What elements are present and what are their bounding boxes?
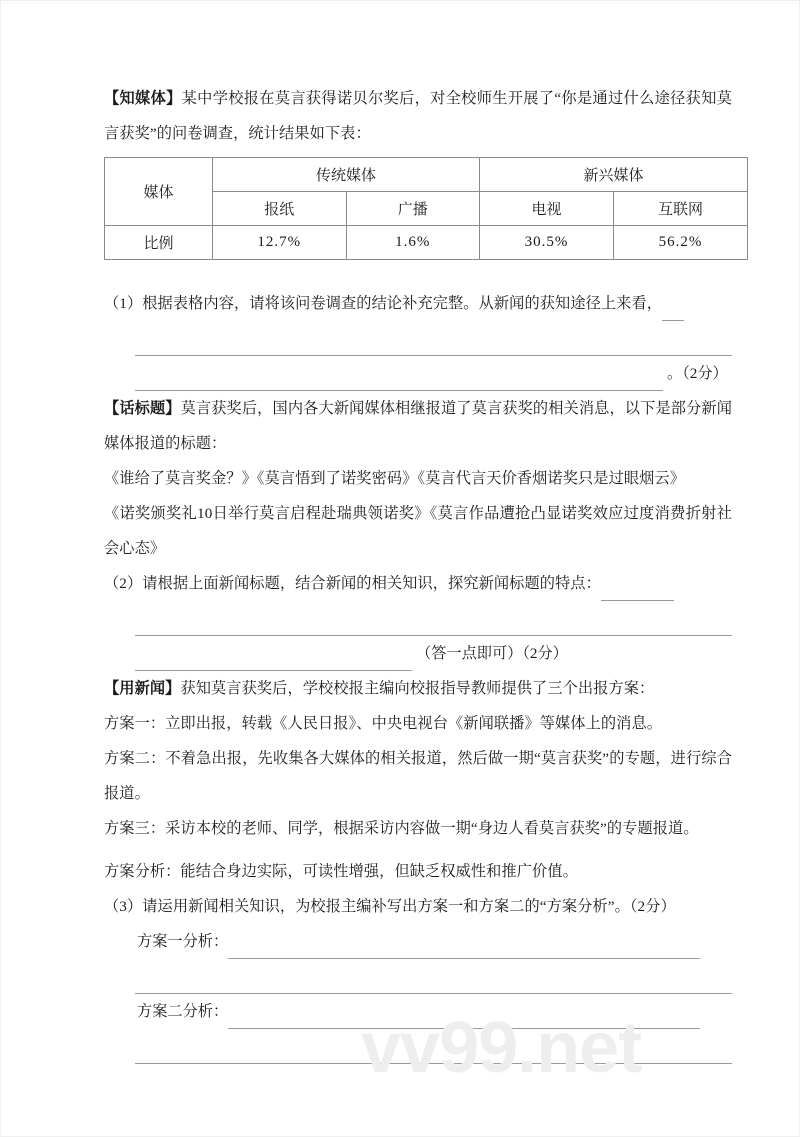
question-1-text <box>104 286 732 321</box>
spacer <box>104 264 732 286</box>
question-1-label: （1）根据表格内容，请将该问卷调查的结论补充完整。从新闻的获知途径上来看， <box>104 295 663 312</box>
section-heading-media: 【知媒体】 <box>104 90 182 107</box>
table-cell-radio-ratio: 1.6% <box>346 226 480 260</box>
answer-line-row <box>104 636 732 671</box>
paragraph-use-intro <box>104 671 732 706</box>
table-header-newspaper: 报纸 <box>213 192 347 226</box>
plan-analysis-text: 方案分析：能结合身边实际，可读性增强，但缺乏权威性和推广价值。 <box>104 863 578 880</box>
table-cell-tv-ratio: 30.5% <box>480 226 614 260</box>
paragraph-media-intro <box>104 81 732 151</box>
table-row <box>105 226 748 260</box>
table-header-internet: 互联网 <box>614 192 748 226</box>
question-2-marks: （答一点即可）（2分） <box>416 645 568 662</box>
answer-line-row <box>104 959 732 994</box>
table-cell-newspaper-ratio: 12.7% <box>213 226 347 260</box>
survey-table <box>104 157 748 260</box>
plan-one-analysis-label: 方案一分析： <box>137 933 229 950</box>
plan-two-analysis-label: 方案二分析： <box>137 1003 229 1020</box>
section-heading-use: 【用新闻】 <box>104 680 181 697</box>
table-row-label-ratio: 比例 <box>105 226 213 260</box>
table-header-media: 媒体 <box>105 158 213 226</box>
table-header-emerging: 新兴媒体 <box>480 158 748 192</box>
question-2-label: （2）请根据上面新闻标题，结合新闻的相关知识，探究新闻标题的特点： <box>104 575 601 592</box>
headlines-line-1: 《谁给了莫言奖金？》《莫言悟到了诺奖密码》《莫言代言天价香烟诺奖只是过眼烟云》 <box>104 470 686 487</box>
question-2-text <box>104 566 732 601</box>
table-header-tv: 电视 <box>480 192 614 226</box>
section-body-title: 莫言获奖后，国内各大新闻媒体相继报道了莫言获奖的相关消息，以下是部分新闻媒体报道的标题： <box>104 400 732 452</box>
section-body-media: 某中学校报在莫言获得诺贝尔奖后，对全校师生开展了“你是通过什么途径获知莫言获奖”的问卷调查，统计结果如下表： <box>104 90 733 142</box>
table-cell-internet-ratio: 56.2% <box>614 226 748 260</box>
section-body-use: 获知莫言获奖后，学校校报主编向校报指导教师提供了三个出报方案： <box>180 680 655 697</box>
page-content <box>104 81 732 1064</box>
plan-two-text: 方案二：不着急出报，先收集各大媒体的相关报道，然后做一期“莫言获奖”的专题，进行综合报道。 <box>104 750 732 802</box>
question-1-marks: 。（2分） <box>667 365 728 382</box>
answer-line-row <box>104 321 732 356</box>
table-header-radio: 广播 <box>346 192 480 226</box>
plan-three-text: 方案三：采访本校的老师、同学，根据采访内容做一期“身边人看莫言获奖”的专题报道。 <box>104 820 699 837</box>
answer-line-row <box>104 601 732 636</box>
paragraph-title-intro <box>104 391 732 461</box>
headlines-line-2: 《诺奖颁奖礼10日举行莫言启程赴瑞典领诺奖》《莫言作品遭抢凸显诺奖效应过度消费折射社会心态》 <box>104 505 732 557</box>
question-3-text: （3）请运用新闻相关知识，为校报主编补写出方案一和方案二的“方案分析”。（2分） <box>104 898 676 915</box>
page-top-edge <box>1 1 799 4</box>
spacer <box>104 846 732 854</box>
watermark: vv99.net <box>361 1008 642 1088</box>
table-row <box>105 158 748 192</box>
table-header-traditional: 传统媒体 <box>213 158 480 192</box>
section-heading-title: 【话标题】 <box>104 400 181 417</box>
plan-one-text: 方案一：立即出报，转载《人民日报》、中央电视台《新闻联播》等媒体上的消息。 <box>104 715 663 732</box>
survey-table-wrap <box>104 157 732 260</box>
answer-line-row-plan-one <box>104 924 732 959</box>
answer-line-row <box>104 356 732 391</box>
